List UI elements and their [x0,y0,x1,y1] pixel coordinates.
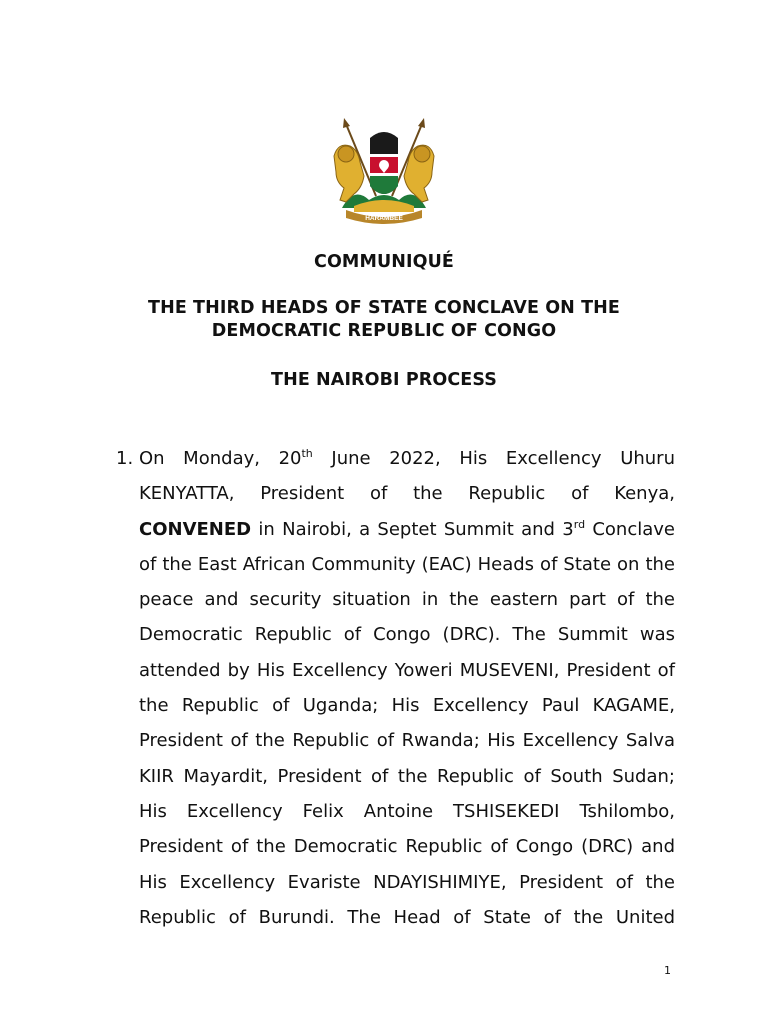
paragraph-line: Democratic Republic of Congo (DRC). The Summit was [139,624,675,646]
motto-text: HARAMBEE [365,215,403,222]
text-run: Conclave [585,518,675,540]
paragraph-line: President of the Republic of Rwanda; His Excellency Salva [139,730,675,752]
paragraph-line [139,512,675,547]
paragraph-line: His Excellency Felix Antoine TSHISEKEDI Tshilombo, [139,800,675,822]
superscript: th [301,447,313,460]
bold-text: CONVENED [139,518,252,540]
paragraph-line: Republic of Burundi. The Head of State of the United [139,906,675,928]
paragraph-1 [139,441,675,935]
text-run: On Monday, 20 [139,448,302,469]
title-line-2: DEMOCRATIC REPUBLIC OF CONGO [211,321,557,341]
paragraph-line: KIIR Mayardit, President of the Republic of South Sudan; [139,765,675,787]
paragraph-number: 1. [116,448,134,469]
process-heading: THE NAIROBI PROCESS [271,370,497,390]
title-line-1: THE THIRD HEADS OF STATE CONCLAVE ON THE [148,298,620,318]
superscript: rd [573,517,586,531]
paragraph-line: KENYATTA, President of the Republic of Kenya, [139,483,675,505]
communique-heading: COMMUNIQUÉ [314,252,454,272]
text-run: June 2022, His Excellency Uhuru [312,448,675,469]
text-run: in Nairobi, a Septet Summit and 3 [251,518,574,540]
paragraph-line: of the East African Community (EAC) Heads of State on the [139,553,675,575]
page-number: 1 [664,964,671,977]
paragraph-line: attended by His Excellency Yoweri MUSEVENI, President of [139,659,675,681]
paragraph-line: peace and security situation in the eastern part of the [139,589,675,611]
paragraph-line: the Republic of Uganda; His Excellency Paul KAGAME, [139,695,675,717]
kenya-coat-of-arms-icon [324,116,444,226]
paragraph-line: His Excellency Evariste NDAYISHIMIYE, President of the [139,871,675,893]
paragraph-line [139,441,675,476]
paragraph-line: President of the Democratic Republic of Congo (DRC) and [139,836,675,858]
coat-of-arms [324,116,444,226]
document-title [0,297,768,343]
